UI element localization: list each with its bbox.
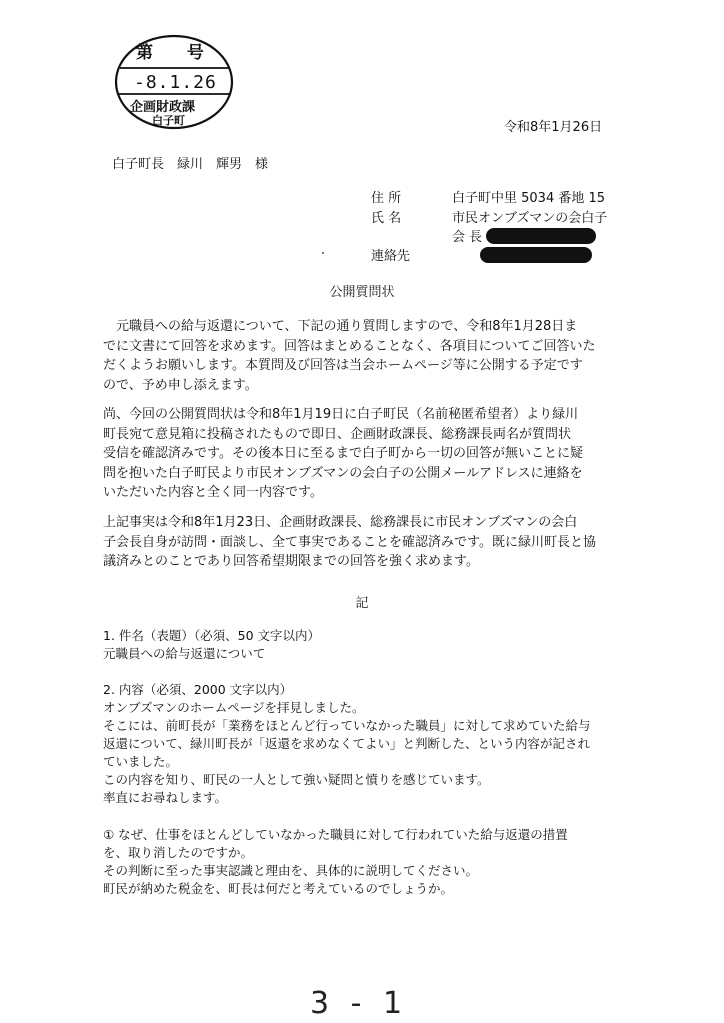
item2-heading: 2. 内容（必須、2000 文字以内） — [103, 682, 293, 697]
item2-line: 率直にお尋ねします。 — [103, 790, 228, 805]
question1-line: を、取り消したのですか。 — [103, 845, 254, 860]
intro-paragraph: 元職員への給与返還について、下記の通り質問しますので、令和8年1月28日ま でに文書にて回答を求めます。回答はまとめることなく、各項目についてご回答いた だくようお願いします。本質問及び回答は当会ホームページ等に公開する予定です ので、予め申し添えます。 — [103, 319, 596, 393]
address-label: 住 所 — [371, 191, 402, 206]
page-number: 3 - 1 — [310, 986, 409, 1021]
question1-line: ① なぜ、仕事をほとんどしていなかった職員に対して行われていた給与返還の措置 — [103, 827, 568, 842]
ki-heading: 記 — [355, 596, 369, 611]
item1-body: 元職員への給与返還について — [103, 646, 266, 661]
stamp-date: -8.1.26 — [134, 72, 217, 93]
name-value: 市民オンブズマンの会白子 — [452, 211, 608, 226]
redacted-chair-name — [486, 228, 596, 244]
name-label: 氏 名 — [371, 211, 402, 226]
question1-line: その判断に至った事実認識と理由を、具体的に説明してください。 — [103, 863, 479, 878]
item2-line: ていました。 — [103, 754, 179, 769]
document-title: 公開質問状 — [329, 285, 395, 300]
item2-line: この内容を知り、町民の一人として強い疑問と憤りを感じています。 — [103, 772, 490, 787]
receipt-stamp — [112, 30, 244, 130]
scan-speck — [322, 252, 324, 254]
redacted-contact — [480, 247, 592, 263]
stamp-department: 企画財政課 — [130, 100, 196, 115]
item2-line: オンブズマンのホームページを拝見しました。 — [103, 700, 365, 715]
confirmation-paragraph: 上記事実は令和8年1月23日、企画財政課長、総務課長に市民オンブズマンの会白 子会長自身が訪問・面談し、全て事実であることを確認済みです。既に緑川町長と協 議済みとのことであり回答希望期限までの回答を強く求めます。 — [103, 515, 596, 570]
stamp-header: 第 号 — [136, 43, 218, 63]
chair-label: 会 長 — [452, 230, 483, 245]
background-paragraph: 尚、今回の公開質問状は令和8年1月19日に白子町民（名前秘匿希望者）より緑川 町長宛て意見箱に投稿されたもので即日、企画財政課長、総務課長両名が質問状 受信を確認済みです。その後本日に至るまで白子町から一切の回答が無いことに疑 問を抱いた白子町民より市民オンブズマンの会白子の公開メールアドレスに連絡を いただいた内容と全く同一内容です。 — [103, 407, 583, 501]
address-value: 白子町中里 5034 番地 15 — [452, 191, 606, 206]
item1-heading: 1. 件名（表題）（必須、50 文字以内） — [103, 628, 321, 643]
question1-line: 町民が納めた税金を、町長は何だと考えているのでしょうか。 — [103, 881, 454, 896]
item2-line: そこには、前町長が「業務をほとんど行っていなかった職員」に対して求めていた給与 — [103, 718, 591, 733]
contact-label: 連絡先 — [371, 249, 411, 264]
item2-line: 返還について、緑川町長が「返還を求めなくてよい」と判断した、という内容が記され — [103, 736, 591, 751]
letter-date: 令和8年1月26日 — [504, 120, 603, 135]
addressee: 白子町長 緑川 輝男 様 — [112, 157, 269, 172]
stamp-town: 白子町 — [152, 114, 185, 127]
